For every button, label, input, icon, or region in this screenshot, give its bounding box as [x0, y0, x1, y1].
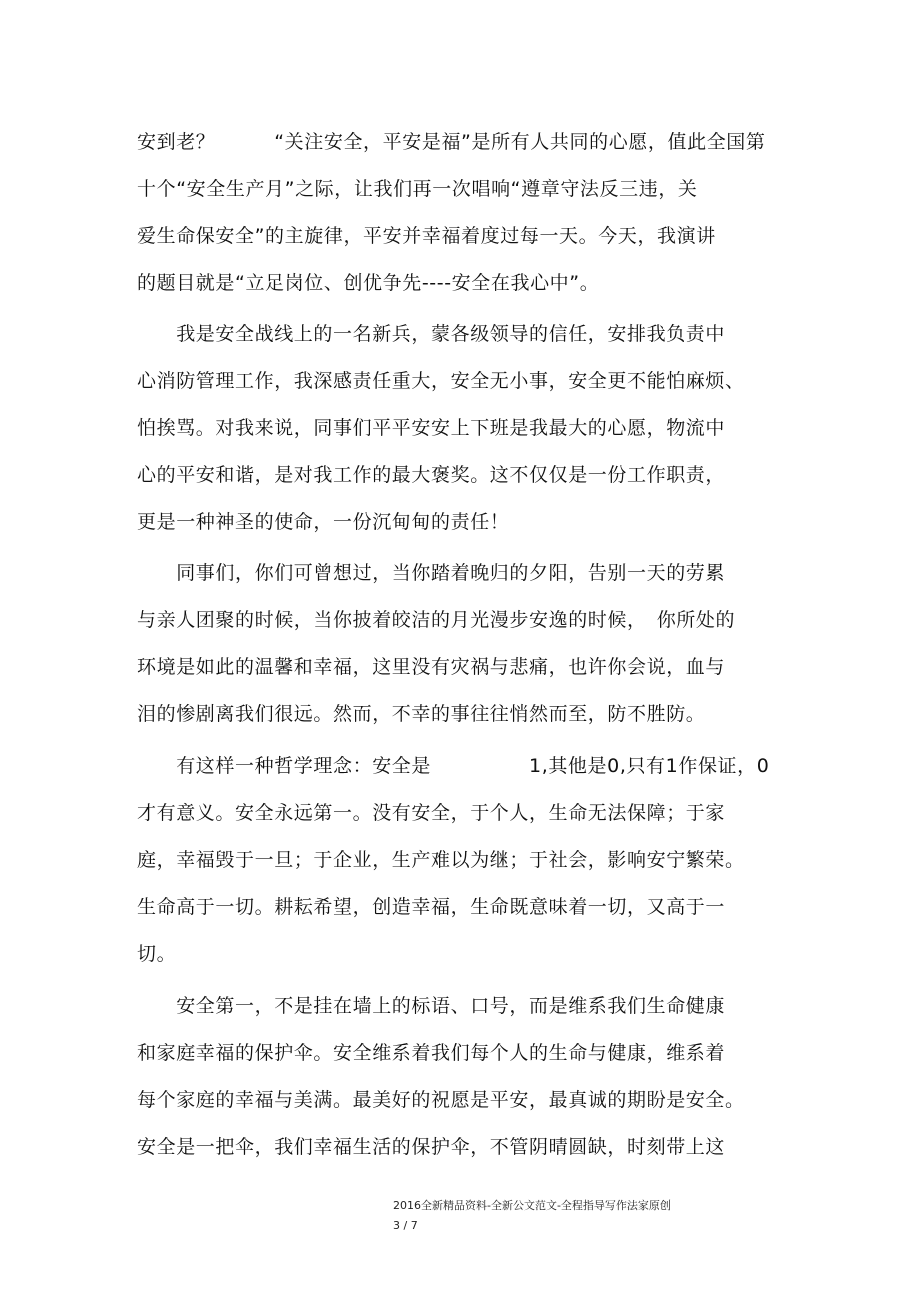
paragraph-line: 心消防管理工作，我深感责任重大，安全无小事，安全更不能怕麻烦、 [137, 370, 745, 392]
page-indicator: 3 / 7 [393, 1219, 418, 1232]
paragraph-line: 更是一种神圣的使命，一份沉甸甸的责任！ [137, 511, 510, 533]
paragraph-line: 有这样一种哲学理念：安全是 1,其他是0,只有1作保证，0 [137, 755, 770, 777]
paragraph-line: 同事们，你们可曾想过，当你踏着晚归的夕阳，告别一天的劳累 [137, 562, 726, 584]
paragraph-line: 泪的惨剧离我们很远。然而，不幸的事往往悄然而至，防不胜防。 [137, 703, 706, 725]
paragraph-line: 爱生命保安全”的主旋律，平安并幸福着度过每一天。今天，我演讲 [137, 225, 716, 247]
paragraph-line: 心的平安和谐，是对我工作的最大褒奖。这不仅仅是一份工作职责， [137, 464, 726, 486]
paragraph-line: 的题目就是“立足岗位、创优争先----安全在我心中”。 [137, 272, 600, 294]
paragraph-line: 和家庭幸福的保护伞。安全维系着我们每个人的生命与健康，维系着 [137, 1042, 726, 1064]
paragraph-line: 生命高于一切。耕耘希望，创造幸福，生命既意味着一切，又高于一 [137, 896, 726, 918]
paragraph-line: 我是安全战线上的一名新兵，蒙各级领导的信任，安排我负责中 [137, 323, 726, 345]
paragraph-line: 十个“安全生产月”之际，让我们再一次唱响“遵章守法反三违，关 [137, 178, 698, 200]
paragraph-line: 与亲人团聚的时候，当你披着皎洁的月光漫步安逸的时候， 你所处的 [137, 609, 736, 631]
paragraph-line: 环境是如此的温馨和幸福，这里没有灾祸与悲痛，也许你会说，血与 [137, 656, 726, 678]
footer-source-text: 2016全新精品资料-全新公文范文-全程指导写作法家原创 [393, 1199, 671, 1212]
paragraph-line: 才有意义。安全永远第一。没有安全，于个人，生命无法保障；于家 [137, 802, 726, 824]
paragraph-line: 安全第一，不是挂在墙上的标语、口号，而是维系我们生命健康 [137, 995, 726, 1017]
paragraph-line: 安到老？ “关注安全，平安是福”是所有人共同的心愿，值此全国第 [137, 131, 766, 153]
paragraph-line: 切。 [137, 943, 177, 965]
paragraph-line: 庭，幸福毁于一旦；于企业，生产难以为继；于社会，影响安宁繁荣。 [137, 849, 745, 871]
paragraph-line: 每个家庭的幸福与美满。最美好的祝愿是平安，最真诚的期盼是安全。 [137, 1089, 745, 1111]
paragraph-line: 安全是一把伞，我们幸福生活的保护伞，不管阴晴圆缺，时刻带上这 [137, 1136, 726, 1158]
paragraph-line: 怕挨骂。对我来说，同事们平平安安上下班是我最大的心愿，物流中 [137, 417, 726, 439]
